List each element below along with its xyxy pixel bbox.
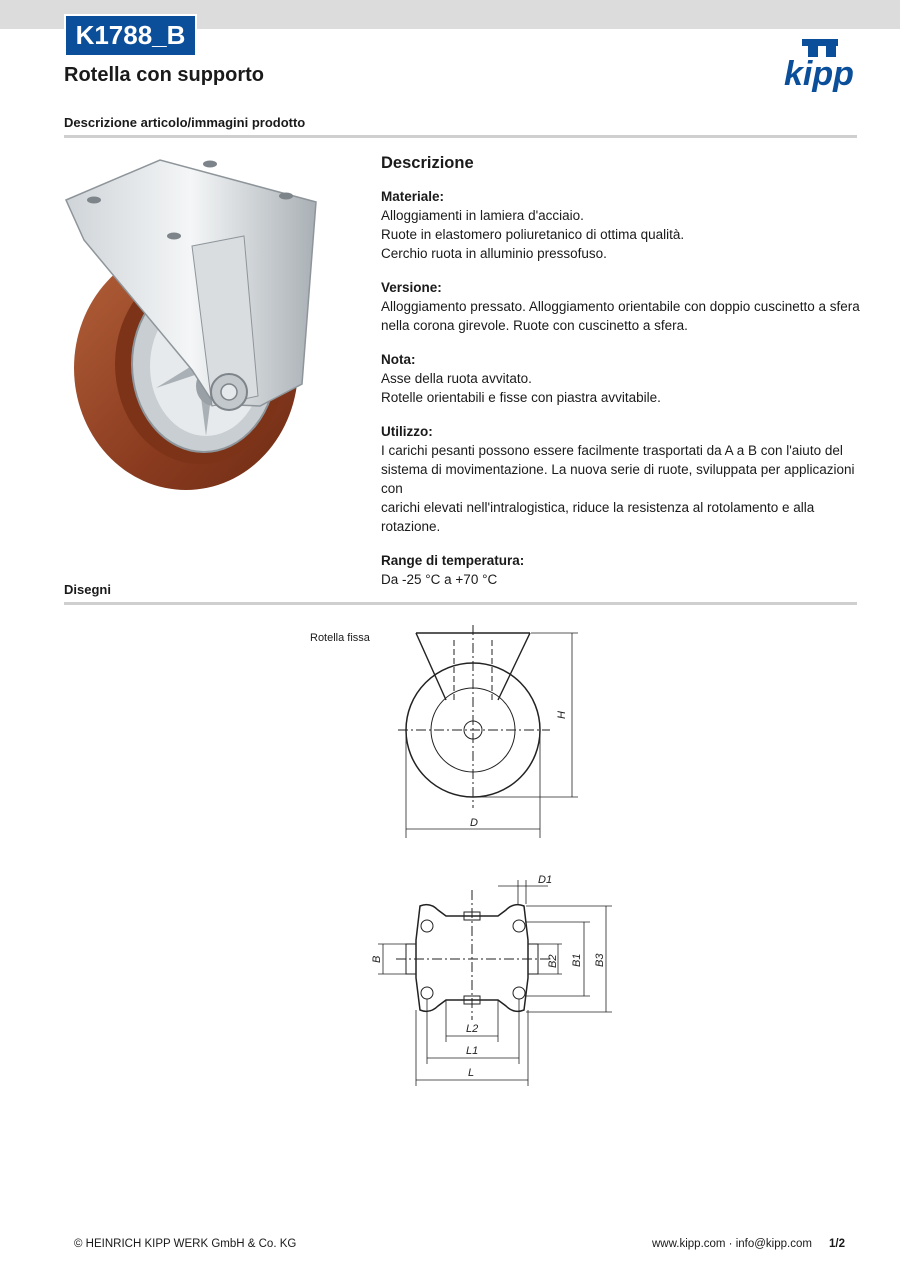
drawing-caption: Rotella fissa: [310, 632, 370, 644]
section-title-drawings: Disegni: [64, 582, 111, 597]
block-line: nella corona girevole. Ruote con cuscinetto a sfera.: [381, 318, 688, 333]
dim-H: H: [556, 711, 568, 719]
block-line: Asse della ruota avvitato.: [381, 371, 532, 386]
description-panel: [381, 154, 861, 604]
block-materiale: [381, 187, 861, 263]
dim-D1: D1: [538, 874, 553, 886]
footer-contact[interactable]: www.kipp.com · info@kipp.com: [652, 1238, 812, 1250]
page-number: 1/2: [829, 1238, 845, 1250]
description-heading: Descrizione: [381, 154, 474, 172]
dim-B: B: [371, 955, 383, 963]
dim-D: D: [470, 817, 478, 829]
dim-B2: B2: [547, 954, 559, 968]
dim-L1: L1: [466, 1045, 479, 1057]
block-line: I carichi pesanti possono essere facilmente trasportati da A a B con l'aiuto del: [381, 443, 843, 458]
dim-B3: B3: [594, 953, 606, 967]
block-line: Alloggiamenti in lamiera d'acciaio.: [381, 208, 584, 223]
block-temperatura: [381, 551, 861, 589]
article-code-badge: K1788_B: [64, 14, 197, 57]
block-line: sistema di movimentazione. La nuova serie di ruote, sviluppata per applicazioni con: [381, 462, 855, 496]
technical-drawings: [300, 620, 630, 1090]
kipp-logo: [782, 37, 860, 93]
block-label: Materiale:: [381, 189, 445, 204]
block-line: carichi elevati nell'intralogistica, riduce la resistenza al rotolamento e alla rotazione.: [381, 500, 815, 534]
product-photo: [64, 156, 328, 494]
block-line: Ruote in elastomero poliuretanico di ottima qualità.: [381, 227, 685, 242]
section-title-product: Descrizione articolo/immagini prodotto: [64, 115, 306, 130]
page-title: Rotella con supporto: [64, 64, 264, 86]
section-rule: [64, 602, 857, 605]
block-versione: [381, 278, 861, 335]
block-utilizzo: [381, 422, 861, 536]
block-nota: [381, 350, 861, 407]
block-label: Versione:: [381, 280, 442, 295]
block-label: Utilizzo:: [381, 424, 433, 439]
section-rule: [64, 135, 857, 138]
logo-text: kipp: [784, 55, 854, 93]
block-label: Nota:: [381, 352, 416, 367]
block-line: Da -25 °C a +70 °C: [381, 572, 498, 587]
block-label: Range di temperatura:: [381, 553, 525, 568]
dim-L: L: [468, 1067, 475, 1079]
block-line: Alloggiamento pressato. Alloggiamento orientabile con doppio cuscinetto a sfera: [381, 299, 860, 314]
block-line: Rotelle orientabili e fisse con piastra avvitabile.: [381, 390, 661, 405]
block-line: Cerchio ruota in alluminio pressofuso.: [381, 246, 607, 261]
dim-B1: B1: [571, 953, 583, 967]
dim-L2: L2: [466, 1023, 479, 1035]
footer-copyright: © HEINRICH KIPP WERK GmbH & Co. KG: [74, 1238, 297, 1250]
